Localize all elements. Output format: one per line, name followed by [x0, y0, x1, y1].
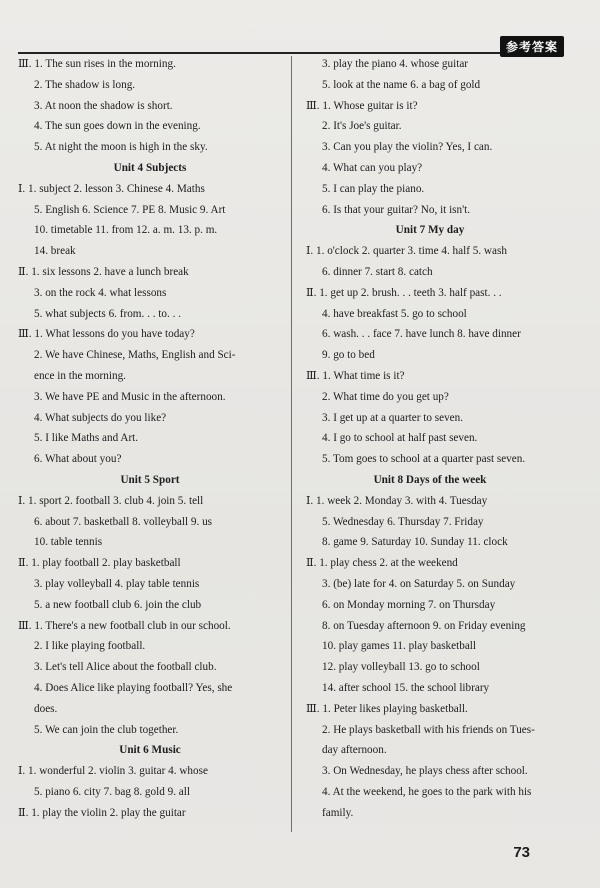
answer-line: Ⅰ. 1. wonderful 2. violin 3. guitar 4. whose	[18, 765, 208, 778]
answer-line: ence in the morning.	[34, 369, 126, 382]
answer-line: family.	[322, 806, 354, 819]
answer-line: 5. We can join the club together.	[34, 723, 179, 736]
answer-line: 10. timetable 11. from 12. a. m. 13. p. m.	[34, 224, 218, 237]
answer-line: 12. play volleyball 13. go to school	[322, 661, 480, 674]
answer-line: Ⅲ. 1. There's a new football club in our school.	[18, 619, 231, 632]
answer-line: 6. Is that your guitar? No, it isn't.	[322, 203, 471, 216]
right-column	[300, 54, 560, 823]
answer-line: 3. (be) late for 4. on Saturday 5. on Sunday	[322, 577, 516, 590]
answer-line: day afternoon.	[322, 744, 387, 757]
answer-line: 5. a new football club 6. join the club	[34, 598, 202, 611]
answer-line: 5. At night the moon is high in the sky.	[34, 141, 208, 154]
answer-line: 3. play volleyball 4. play table tennis	[34, 577, 200, 590]
answer-line: 5. look at the name 6. a bag of gold	[322, 78, 481, 91]
answer-line: 3. I get up at a quarter to seven.	[322, 411, 464, 424]
answer-line: 5. what subjects 6. from. . . to. . .	[34, 307, 181, 320]
answer-line: Ⅰ. 1. o'clock 2. quarter 3. time 4. half 5. wash	[306, 245, 507, 258]
answer-line: 8. on Tuesday afternoon 9. on Friday evening	[322, 619, 526, 632]
answer-line: 5. I can play the piano.	[322, 182, 425, 195]
answer-line: 10. table tennis	[34, 536, 103, 549]
answer-line: 9. go to bed	[322, 349, 375, 362]
answer-line: Ⅱ. 1. get up 2. brush. . . teeth 3. half past. . .	[306, 286, 502, 299]
answer-line: 4. At the weekend, he goes to the park with his	[322, 785, 532, 798]
answer-line: 6. What about you?	[34, 453, 122, 466]
answer-line: 3. On Wednesday, he plays chess after school.	[322, 765, 528, 778]
answer-line: 4. What can you play?	[322, 161, 423, 174]
answer-line: 4. The sun goes down in the evening.	[34, 120, 201, 133]
answer-line: 4. have breakfast 5. go to school	[322, 307, 467, 320]
answer-line: 5. I like Maths and Art.	[34, 432, 139, 445]
answer-line: Ⅱ. 1. play the violin 2. play the guitar	[18, 806, 186, 819]
answer-line: 4. What subjects do you like?	[34, 411, 167, 424]
answer-line: 2. It's Joe's guitar.	[322, 120, 402, 133]
answer-line: 14. break	[34, 245, 76, 258]
answer-line: Ⅰ. 1. sport 2. football 3. club 4. join 5. tell	[18, 494, 204, 507]
unit-heading: Unit 8 Days of the week	[373, 473, 487, 486]
answer-line: 8. game 9. Saturday 10. Sunday 11. clock	[322, 536, 508, 549]
answer-line: 6. dinner 7. start 8. catch	[322, 265, 433, 278]
unit-heading: Unit 4 Subjects	[113, 161, 187, 174]
answer-key-badge: 参考答案	[500, 36, 564, 57]
answer-line: Ⅱ. 1. play chess 2. at the weekend	[306, 557, 458, 570]
answer-line: 14. after school 15. the school library	[322, 681, 490, 694]
answer-line: Ⅲ. 1. What lessons do you have today?	[18, 328, 195, 341]
page-number: 73	[513, 844, 530, 861]
answer-line: 2. The shadow is long.	[34, 78, 136, 91]
answer-line: 5. piano 6. city 7. bag 8. gold 9. all	[34, 785, 190, 798]
answer-line: 6. about 7. basketball 8. volleyball 9. us	[34, 515, 213, 528]
answer-line: Ⅰ. 1. subject 2. lesson 3. Chinese 4. Maths	[18, 182, 205, 195]
answer-line: 3. on the rock 4. what lessons	[34, 286, 167, 299]
answer-line: 5. English 6. Science 7. PE 8. Music 9. Art	[34, 203, 226, 216]
answer-line: 2. I like playing football.	[34, 640, 146, 653]
answer-line: 3. We have PE and Music in the afternoon.	[34, 390, 226, 403]
answer-line: 6. on Monday morning 7. on Thursday	[322, 598, 496, 611]
left-column	[12, 54, 288, 823]
answer-line: does.	[34, 702, 58, 715]
answer-line: 2. He plays basketball with his friends on Tues-	[322, 723, 535, 736]
unit-heading: Unit 7 My day	[395, 224, 465, 237]
answer-line: 3. Let's tell Alice about the football club.	[34, 661, 217, 674]
answer-line: 3. At noon the shadow is short.	[34, 99, 173, 112]
answer-line: 10. play games 11. play basketball	[322, 640, 476, 653]
answer-line: Ⅲ. 1. Whose guitar is it?	[306, 99, 418, 112]
answer-line: Ⅲ. 1. What time is it?	[306, 369, 405, 382]
answer-line: 5. Wednesday 6. Thursday 7. Friday	[322, 515, 484, 528]
answer-line: Ⅲ. 1. Peter likes playing basketball.	[306, 702, 468, 715]
column-divider	[291, 56, 292, 832]
unit-heading: Unit 6 Music	[119, 744, 181, 757]
answer-line: 3. Can you play the violin? Yes, I can.	[322, 141, 493, 154]
answer-line: 2. We have Chinese, Maths, English and Sci-	[34, 349, 236, 362]
unit-heading: Unit 5 Sport	[120, 473, 180, 486]
answer-line: Ⅱ. 1. six lessons 2. have a lunch break	[18, 265, 189, 278]
answer-line: 6. wash. . . face 7. have lunch 8. have dinner	[322, 328, 521, 341]
answer-line: 4. Does Alice like playing football? Yes, she	[34, 681, 233, 694]
answer-line: 4. I go to school at half past seven.	[322, 432, 478, 445]
answer-line: 2. What time do you get up?	[322, 390, 449, 403]
answer-line: Ⅰ. 1. week 2. Monday 3. with 4. Tuesday	[306, 494, 488, 507]
answer-line: Ⅱ. 1. play football 2. play basketball	[18, 557, 181, 570]
answer-line: Ⅲ. 1. The sun rises in the morning.	[18, 58, 176, 70]
answer-line: 5. Tom goes to school at a quarter past seven.	[322, 453, 526, 466]
answer-line: 3. play the piano 4. whose guitar	[322, 58, 469, 70]
